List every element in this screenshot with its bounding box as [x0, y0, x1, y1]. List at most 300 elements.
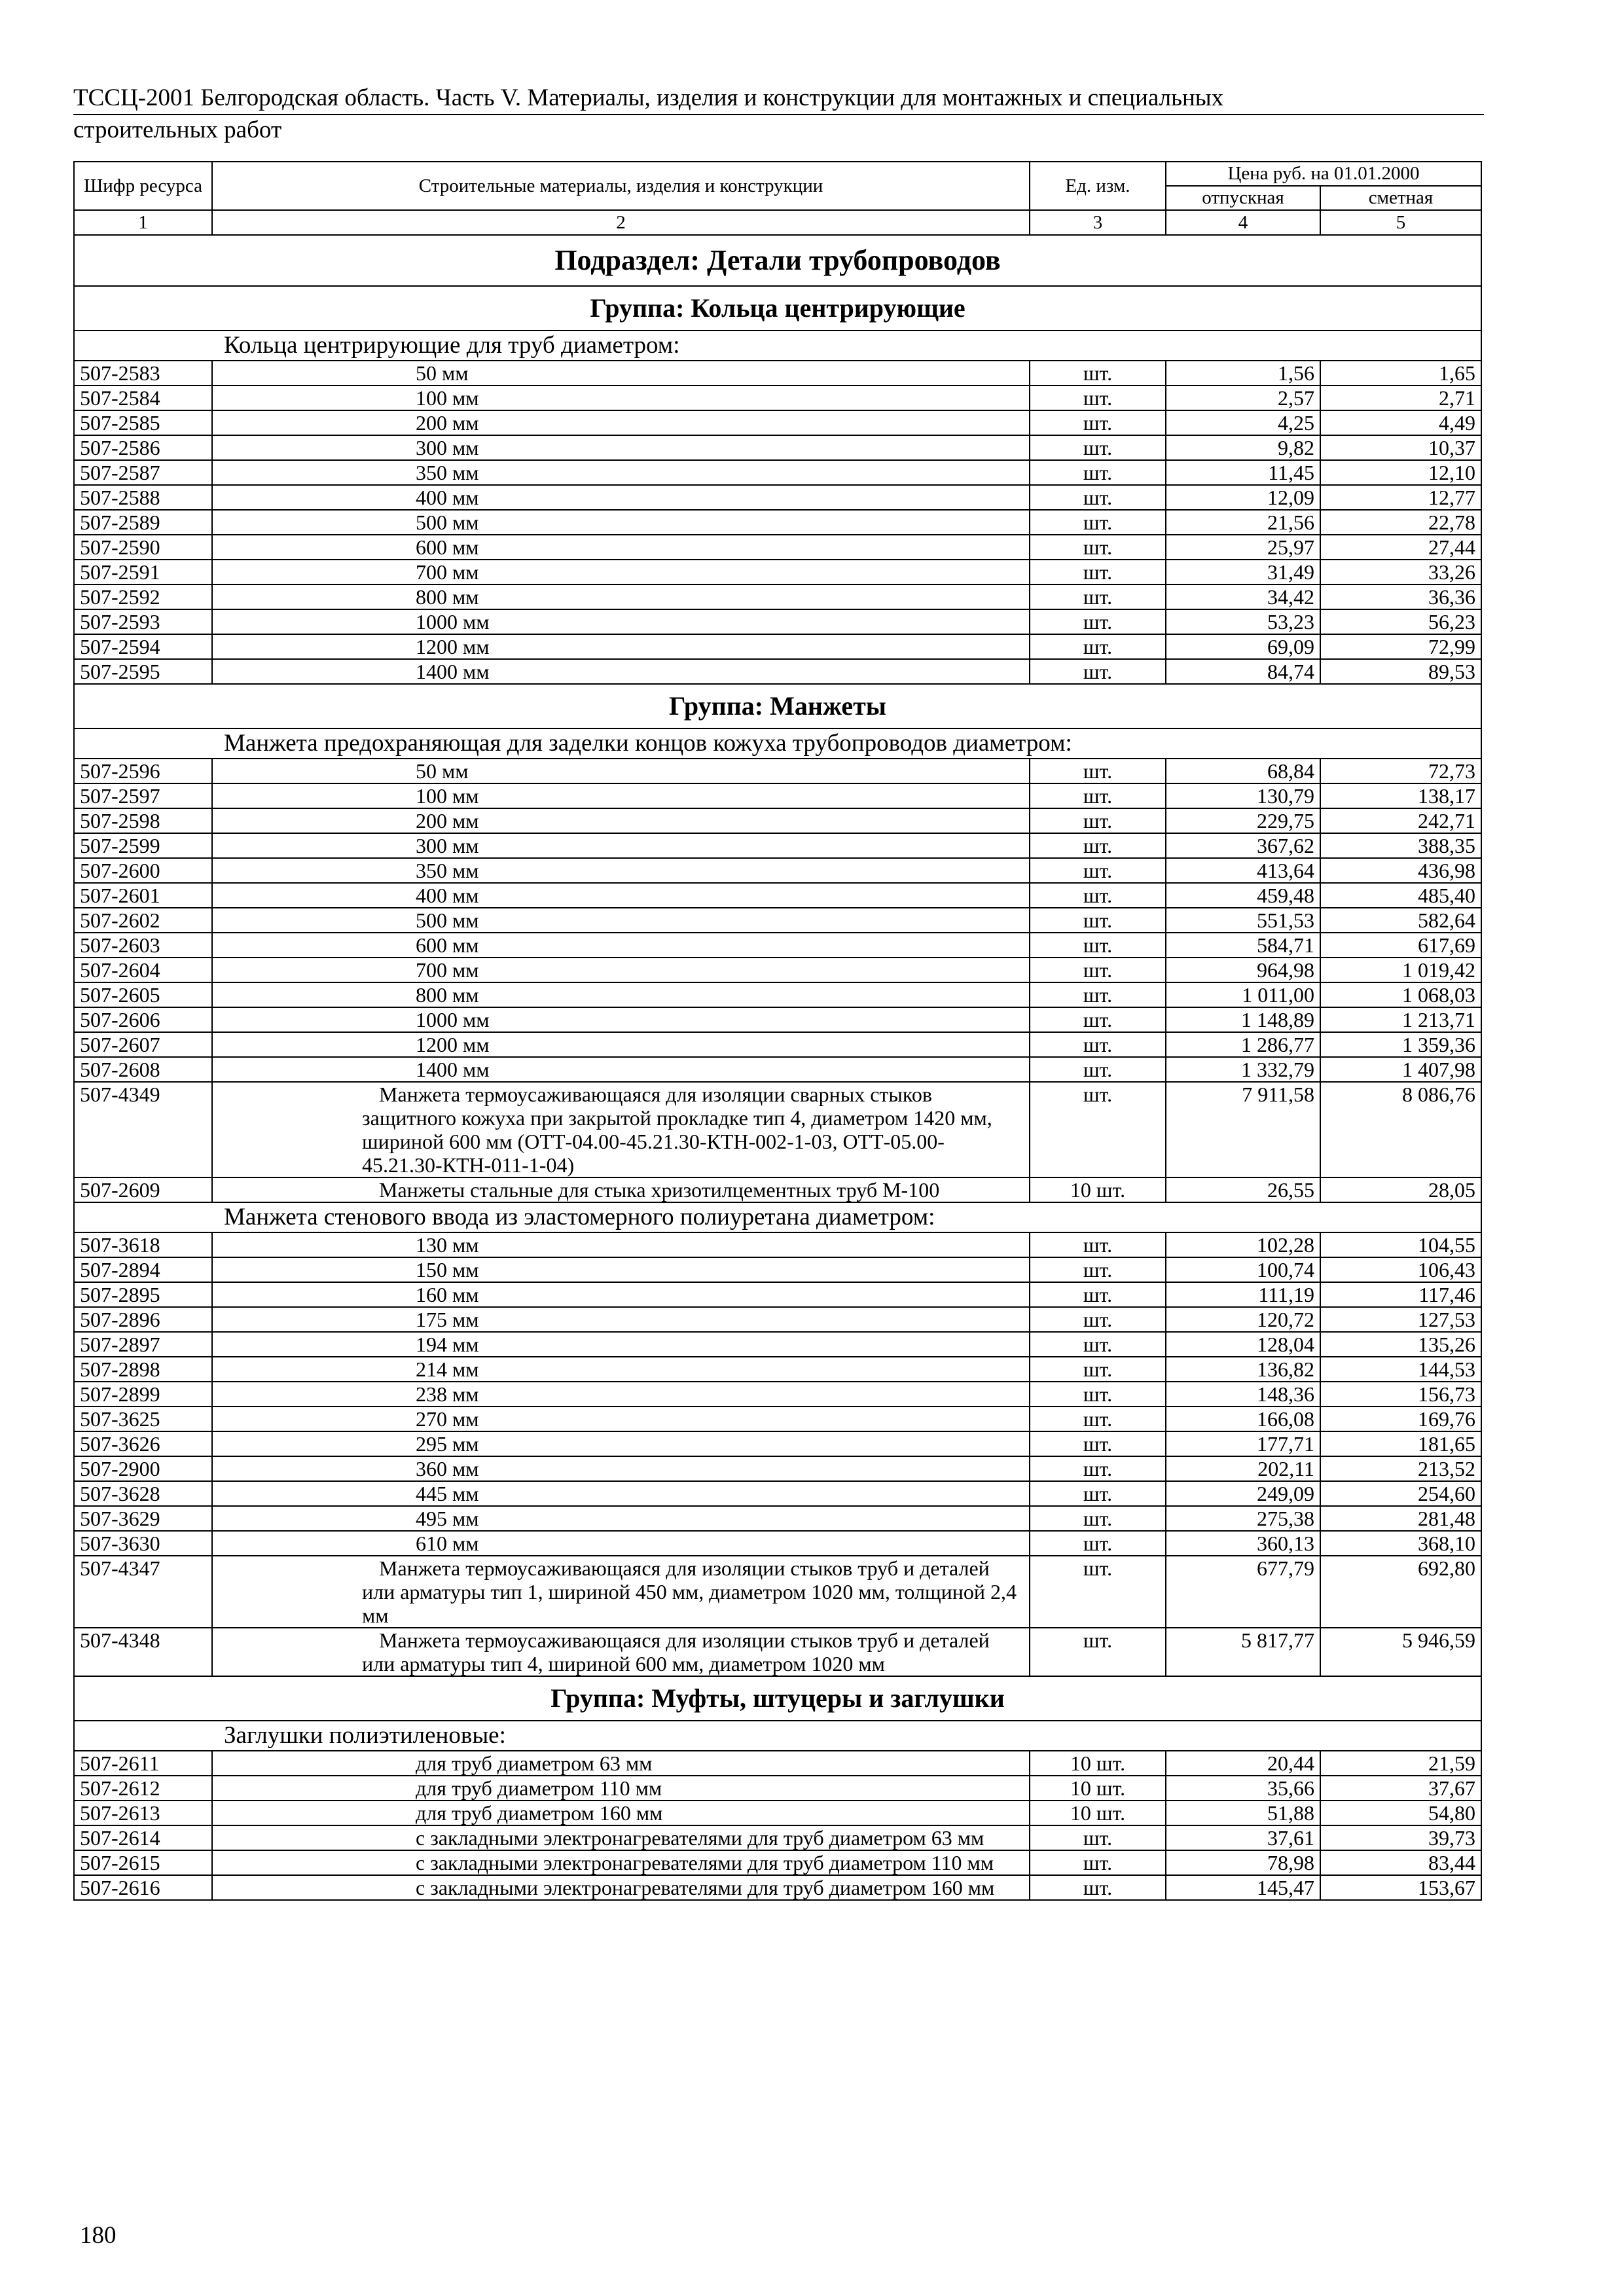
material-name: Манжеты стальные для стыка хризотилцементных труб М-100	[212, 1177, 1030, 1202]
release-price: 1 148,89	[1166, 1007, 1320, 1032]
header-estimate-price: сметная	[1320, 186, 1481, 210]
resource-code: 507-2585	[74, 410, 212, 435]
unit: шт.	[1030, 510, 1166, 535]
material-name: 1200 мм	[212, 1032, 1030, 1057]
material-name: 295 мм	[212, 1431, 1030, 1456]
estimate-price: 5 946,59	[1320, 1628, 1481, 1676]
document-title-line-1: ТССЦ-2001 Белгородская область. Часть V. Материалы, изделия и конструкции для монтажных и специальных	[73, 84, 1484, 115]
table-row	[74, 759, 1481, 783]
material-name: 500 мм	[212, 510, 1030, 535]
estimate-price: 156,73	[1320, 1382, 1481, 1407]
unit: шт.	[1030, 1506, 1166, 1531]
resource-code: 507-2900	[74, 1456, 212, 1481]
estimate-price: 8 086,76	[1320, 1082, 1481, 1177]
unit: 10 шт.	[1030, 1776, 1166, 1801]
group-row	[74, 1676, 1481, 1721]
resource-code: 507-2611	[74, 1751, 212, 1776]
table-row	[74, 560, 1481, 584]
release-price: 25,97	[1166, 535, 1320, 560]
unit: шт.	[1030, 435, 1166, 460]
release-price: 275,38	[1166, 1506, 1320, 1531]
table-row	[74, 435, 1481, 460]
unit: шт.	[1030, 386, 1166, 410]
resource-code: 507-2586	[74, 435, 212, 460]
table-row	[74, 908, 1481, 933]
unit: шт.	[1030, 659, 1166, 684]
estimate-price: 27,44	[1320, 535, 1481, 560]
table-row	[74, 485, 1481, 510]
material-name: 1200 мм	[212, 634, 1030, 659]
estimate-price: 617,69	[1320, 933, 1481, 958]
material-name: 1400 мм	[212, 659, 1030, 684]
release-price: 21,56	[1166, 510, 1320, 535]
caption-row	[74, 331, 1481, 361]
release-price: 31,49	[1166, 560, 1320, 584]
page-number: 180	[80, 2222, 117, 2249]
material-name: 100 мм	[212, 386, 1030, 410]
material-name: с закладными электронагревателями для труб диаметром 160 мм	[212, 1875, 1030, 1900]
material-name: 445 мм	[212, 1481, 1030, 1506]
estimate-price: 12,10	[1320, 460, 1481, 485]
release-price: 120,72	[1166, 1307, 1320, 1332]
estimate-price: 1 068,03	[1320, 982, 1481, 1007]
unit: шт.	[1030, 958, 1166, 982]
resource-code: 507-2606	[74, 1007, 212, 1032]
unit: шт.	[1030, 1531, 1166, 1556]
material-name: 194 мм	[212, 1332, 1030, 1357]
material-name: для труб диаметром 110 мм	[212, 1776, 1030, 1801]
material-name: 800 мм	[212, 584, 1030, 609]
release-price: 2,57	[1166, 386, 1320, 410]
unit: шт.	[1030, 1007, 1166, 1032]
unit: шт.	[1030, 1382, 1166, 1407]
resource-code: 507-2597	[74, 783, 212, 808]
table-row	[74, 1032, 1481, 1057]
column-number: 4	[1166, 210, 1320, 235]
caption-row	[74, 1202, 1481, 1232]
material-name: Манжета термоусаживающаяся для изоляции сварных стыков защитного кожуха при закрытой прокладке тип 4, диаметром 1420 мм, шириной 600 мм (ОТТ-04.00-45.21.30-КТН-002-1-03, ОТТ-05.00-45.21.30-КТН-011-1-04)	[212, 1082, 1030, 1177]
material-name: 600 мм	[212, 933, 1030, 958]
table-row	[74, 584, 1481, 609]
material-name: 130 мм	[212, 1232, 1030, 1257]
release-price: 111,19	[1166, 1282, 1320, 1307]
resource-code: 507-2595	[74, 659, 212, 684]
table-body	[74, 286, 1481, 1900]
resource-code: 507-2587	[74, 460, 212, 485]
estimate-price: 281,48	[1320, 1506, 1481, 1531]
resource-code: 507-2894	[74, 1257, 212, 1282]
material-name: 175 мм	[212, 1307, 1030, 1332]
release-price: 130,79	[1166, 783, 1320, 808]
header-code: Шифр ресурса	[74, 162, 212, 210]
caption-row	[74, 728, 1481, 759]
material-name: 200 мм	[212, 410, 1030, 435]
unit: 10 шт.	[1030, 1751, 1166, 1776]
unit: шт.	[1030, 1257, 1166, 1282]
release-price: 84,74	[1166, 659, 1320, 684]
resource-code: 507-2612	[74, 1776, 212, 1801]
table-row	[74, 1801, 1481, 1825]
table-row	[74, 1875, 1481, 1900]
table-row	[74, 609, 1481, 634]
table-row	[74, 1082, 1481, 1177]
table-row	[74, 1307, 1481, 1332]
estimate-price: 37,67	[1320, 1776, 1481, 1801]
table-row	[74, 386, 1481, 410]
release-price: 551,53	[1166, 908, 1320, 933]
unit: шт.	[1030, 560, 1166, 584]
release-price: 367,62	[1166, 833, 1320, 858]
header-name: Строительные материалы, изделия и конструкции	[212, 162, 1030, 210]
resource-code: 507-2599	[74, 833, 212, 858]
resource-code: 507-3628	[74, 1481, 212, 1506]
estimate-price: 213,52	[1320, 1456, 1481, 1481]
resource-code: 507-2598	[74, 808, 212, 833]
unit: шт.	[1030, 858, 1166, 883]
material-name: 350 мм	[212, 460, 1030, 485]
estimate-price: 169,76	[1320, 1407, 1481, 1431]
resource-code: 507-3618	[74, 1232, 212, 1257]
unit: шт.	[1030, 808, 1166, 833]
material-name: 610 мм	[212, 1531, 1030, 1556]
estimate-price: 106,43	[1320, 1257, 1481, 1282]
material-name: 200 мм	[212, 808, 1030, 833]
release-price: 136,82	[1166, 1357, 1320, 1382]
table-row	[74, 958, 1481, 982]
estimate-price: 485,40	[1320, 883, 1481, 908]
table-row	[74, 1531, 1481, 1556]
table-row	[74, 1456, 1481, 1481]
release-price: 1 011,00	[1166, 982, 1320, 1007]
estimate-price: 54,80	[1320, 1801, 1481, 1825]
release-price: 34,42	[1166, 584, 1320, 609]
release-price: 11,45	[1166, 460, 1320, 485]
release-price: 102,28	[1166, 1232, 1320, 1257]
estimate-price: 72,99	[1320, 634, 1481, 659]
unit: шт.	[1030, 460, 1166, 485]
estimate-price: 1 359,36	[1320, 1032, 1481, 1057]
estimate-price: 1,65	[1320, 361, 1481, 386]
material-name: 50 мм	[212, 361, 1030, 386]
material-name: 700 мм	[212, 958, 1030, 982]
resource-code: 507-2896	[74, 1307, 212, 1332]
resource-code: 507-2602	[74, 908, 212, 933]
release-price: 459,48	[1166, 883, 1320, 908]
estimate-price: 153,67	[1320, 1875, 1481, 1900]
resource-code: 507-2609	[74, 1177, 212, 1202]
unit: шт.	[1030, 1032, 1166, 1057]
estimate-price: 117,46	[1320, 1282, 1481, 1307]
release-price: 37,61	[1166, 1825, 1320, 1850]
item-caption: Манжета стенового ввода из эластомерного полиуретана диаметром:	[74, 1202, 1481, 1232]
group-title: Группа: Муфты, штуцеры и заглушки	[74, 1676, 1481, 1721]
material-name: для труб диаметром 160 мм	[212, 1801, 1030, 1825]
material-name: 360 мм	[212, 1456, 1030, 1481]
table-row	[74, 808, 1481, 833]
estimate-price: 89,53	[1320, 659, 1481, 684]
release-price: 1,56	[1166, 361, 1320, 386]
material-name: 495 мм	[212, 1506, 1030, 1531]
resource-code: 507-2600	[74, 858, 212, 883]
material-name: 214 мм	[212, 1357, 1030, 1382]
resource-code: 507-4347	[74, 1556, 212, 1628]
release-price: 53,23	[1166, 609, 1320, 634]
table-row	[74, 1431, 1481, 1456]
estimate-price: 2,71	[1320, 386, 1481, 410]
release-price: 5 817,77	[1166, 1628, 1320, 1676]
table-row	[74, 1628, 1481, 1676]
table-row	[74, 1057, 1481, 1082]
resource-code: 507-2615	[74, 1850, 212, 1875]
table-row	[74, 1257, 1481, 1282]
unit: шт.	[1030, 1481, 1166, 1506]
table-row	[74, 1357, 1481, 1382]
group-row	[74, 684, 1481, 728]
table-row	[74, 883, 1481, 908]
release-price: 51,88	[1166, 1801, 1320, 1825]
unit: шт.	[1030, 783, 1166, 808]
table-row	[74, 361, 1481, 386]
release-price: 4,25	[1166, 410, 1320, 435]
estimate-price: 144,53	[1320, 1357, 1481, 1382]
material-name: 1400 мм	[212, 1057, 1030, 1082]
table-row	[74, 510, 1481, 535]
table-row	[74, 1232, 1481, 1257]
unit: шт.	[1030, 883, 1166, 908]
estimate-price: 368,10	[1320, 1531, 1481, 1556]
unit: шт.	[1030, 1431, 1166, 1456]
material-name: 600 мм	[212, 535, 1030, 560]
material-name: 270 мм	[212, 1407, 1030, 1431]
release-price: 229,75	[1166, 808, 1320, 833]
unit: шт.	[1030, 1082, 1166, 1177]
resource-code: 507-2605	[74, 982, 212, 1007]
material-name: 100 мм	[212, 783, 1030, 808]
estimate-price: 56,23	[1320, 609, 1481, 634]
subsection-title: Подраздел: Детали трубопроводов	[74, 235, 1481, 286]
table-row	[74, 1282, 1481, 1307]
table-row	[74, 410, 1481, 435]
release-price: 202,11	[1166, 1456, 1320, 1481]
release-price: 1 286,77	[1166, 1032, 1320, 1057]
release-price: 35,66	[1166, 1776, 1320, 1801]
material-name: с закладными электронагревателями для труб диаметром 63 мм	[212, 1825, 1030, 1850]
unit: шт.	[1030, 485, 1166, 510]
table-row	[74, 1850, 1481, 1875]
release-price: 128,04	[1166, 1332, 1320, 1357]
unit: 10 шт.	[1030, 1801, 1166, 1825]
resource-code: 507-2895	[74, 1282, 212, 1307]
resource-code: 507-3630	[74, 1531, 212, 1556]
estimate-price: 33,26	[1320, 560, 1481, 584]
table-row	[74, 783, 1481, 808]
table-row	[74, 634, 1481, 659]
unit: шт.	[1030, 1282, 1166, 1307]
material-name: 400 мм	[212, 485, 1030, 510]
table-row	[74, 1825, 1481, 1850]
resource-code: 507-2604	[74, 958, 212, 982]
resource-code: 507-2584	[74, 386, 212, 410]
resource-code: 507-2590	[74, 535, 212, 560]
release-price: 20,44	[1166, 1751, 1320, 1776]
material-name: 50 мм	[212, 759, 1030, 783]
header-release-price: отпускная	[1166, 186, 1320, 210]
release-price: 78,98	[1166, 1850, 1320, 1875]
table-row	[74, 1332, 1481, 1357]
estimate-price: 72,73	[1320, 759, 1481, 783]
estimate-price: 127,53	[1320, 1307, 1481, 1332]
resource-code: 507-4348	[74, 1628, 212, 1676]
unit: шт.	[1030, 1875, 1166, 1900]
material-name: 1000 мм	[212, 1007, 1030, 1032]
unit: шт.	[1030, 1628, 1166, 1676]
estimate-price: 1 213,71	[1320, 1007, 1481, 1032]
release-price: 413,64	[1166, 858, 1320, 883]
table-row	[74, 1506, 1481, 1531]
release-price: 26,55	[1166, 1177, 1320, 1202]
unit: шт.	[1030, 410, 1166, 435]
resource-code: 507-2583	[74, 361, 212, 386]
resource-code: 507-3629	[74, 1506, 212, 1531]
estimate-price: 138,17	[1320, 783, 1481, 808]
material-name: 500 мм	[212, 908, 1030, 933]
unit: шт.	[1030, 1357, 1166, 1382]
estimate-price: 242,71	[1320, 808, 1481, 833]
unit: шт.	[1030, 1057, 1166, 1082]
material-name: 800 мм	[212, 982, 1030, 1007]
release-price: 177,71	[1166, 1431, 1320, 1456]
table-row	[74, 535, 1481, 560]
material-name: 1000 мм	[212, 609, 1030, 634]
document-title-line-2: строительных работ	[73, 117, 282, 143]
resource-code: 507-2614	[74, 1825, 212, 1850]
material-name: 300 мм	[212, 833, 1030, 858]
resource-code: 507-2607	[74, 1032, 212, 1057]
estimate-price: 254,60	[1320, 1481, 1481, 1506]
unit: шт.	[1030, 535, 1166, 560]
table-row	[74, 933, 1481, 958]
table-row	[74, 460, 1481, 485]
material-name: Манжета термоусаживающаяся для изоляции стыков труб и деталей или арматуры тип 4, шириной 600 мм, диаметром 1020 мм	[212, 1628, 1030, 1676]
unit: шт.	[1030, 1307, 1166, 1332]
unit: шт.	[1030, 1332, 1166, 1357]
material-name: 160 мм	[212, 1282, 1030, 1307]
estimate-price: 22,78	[1320, 510, 1481, 535]
resource-code: 507-2601	[74, 883, 212, 908]
estimate-price: 36,36	[1320, 584, 1481, 609]
table-row	[74, 982, 1481, 1007]
resource-code: 507-2591	[74, 560, 212, 584]
column-number: 2	[212, 210, 1030, 235]
estimate-price: 181,65	[1320, 1431, 1481, 1456]
unit: шт.	[1030, 1456, 1166, 1481]
material-name: для труб диаметром 63 мм	[212, 1751, 1030, 1776]
table-row	[74, 1776, 1481, 1801]
resource-code: 507-2593	[74, 609, 212, 634]
caption-row	[74, 1721, 1481, 1751]
resource-code: 507-2616	[74, 1875, 212, 1900]
item-caption: Кольца центрирующие для труб диаметром:	[74, 331, 1481, 361]
unit: шт.	[1030, 908, 1166, 933]
unit: 10 шт.	[1030, 1177, 1166, 1202]
estimate-price: 104,55	[1320, 1232, 1481, 1257]
material-name: 400 мм	[212, 883, 1030, 908]
estimate-price: 1 019,42	[1320, 958, 1481, 982]
column-number: 3	[1030, 210, 1166, 235]
resource-code: 507-2613	[74, 1801, 212, 1825]
column-number: 5	[1320, 210, 1481, 235]
unit: шт.	[1030, 1232, 1166, 1257]
header-price: Цена руб. на 01.01.2000	[1166, 162, 1481, 186]
table-row	[74, 858, 1481, 883]
estimate-price: 388,35	[1320, 833, 1481, 858]
resource-code: 507-2897	[74, 1332, 212, 1357]
material-name: 238 мм	[212, 1382, 1030, 1407]
resource-code: 507-2588	[74, 485, 212, 510]
estimate-price: 582,64	[1320, 908, 1481, 933]
resource-code: 507-2594	[74, 634, 212, 659]
release-price: 148,36	[1166, 1382, 1320, 1407]
estimate-price: 436,98	[1320, 858, 1481, 883]
resource-code: 507-2589	[74, 510, 212, 535]
table-row	[74, 1382, 1481, 1407]
resource-code: 507-2592	[74, 584, 212, 609]
group-title: Группа: Кольца центрирующие	[74, 286, 1481, 331]
release-price: 677,79	[1166, 1556, 1320, 1628]
estimate-price: 1 407,98	[1320, 1057, 1481, 1082]
group-title: Группа: Манжеты	[74, 684, 1481, 728]
resource-code: 507-2899	[74, 1382, 212, 1407]
table-row	[74, 833, 1481, 858]
table-row	[74, 1556, 1481, 1628]
release-price: 1 332,79	[1166, 1057, 1320, 1082]
unit: шт.	[1030, 759, 1166, 783]
release-price: 68,84	[1166, 759, 1320, 783]
resource-code: 507-2603	[74, 933, 212, 958]
unit: шт.	[1030, 933, 1166, 958]
material-name: 300 мм	[212, 435, 1030, 460]
estimate-price: 12,77	[1320, 485, 1481, 510]
table-row	[74, 1407, 1481, 1431]
release-price: 7 911,58	[1166, 1082, 1320, 1177]
resource-code: 507-2608	[74, 1057, 212, 1082]
resource-code: 507-3626	[74, 1431, 212, 1456]
estimate-price: 135,26	[1320, 1332, 1481, 1357]
estimate-price: 4,49	[1320, 410, 1481, 435]
unit: шт.	[1030, 833, 1166, 858]
page-header	[73, 84, 1484, 145]
material-name: Манжета термоусаживающаяся для изоляции стыков труб и деталей или арматуры тип 1, шириной 450 мм, диаметром 1020 мм, толщиной 2,4 мм	[212, 1556, 1030, 1628]
item-caption: Манжета предохраняющая для заделки концов кожуха трубопроводов диаметром:	[74, 728, 1481, 759]
resource-code: 507-3625	[74, 1407, 212, 1431]
table-row	[74, 1007, 1481, 1032]
resource-code: 507-4349	[74, 1082, 212, 1177]
unit: шт.	[1030, 1850, 1166, 1875]
unit: шт.	[1030, 361, 1166, 386]
header-unit: Ед. изм.	[1030, 162, 1166, 210]
release-price: 249,09	[1166, 1481, 1320, 1506]
item-caption: Заглушки полиэтиленовые:	[74, 1721, 1481, 1751]
resource-code: 507-2898	[74, 1357, 212, 1382]
estimate-price: 21,59	[1320, 1751, 1481, 1776]
table-row	[74, 659, 1481, 684]
unit: шт.	[1030, 1407, 1166, 1431]
unit: шт.	[1030, 1825, 1166, 1850]
release-price: 360,13	[1166, 1531, 1320, 1556]
unit: шт.	[1030, 584, 1166, 609]
column-number: 1	[74, 210, 212, 235]
price-table	[73, 161, 1482, 1901]
